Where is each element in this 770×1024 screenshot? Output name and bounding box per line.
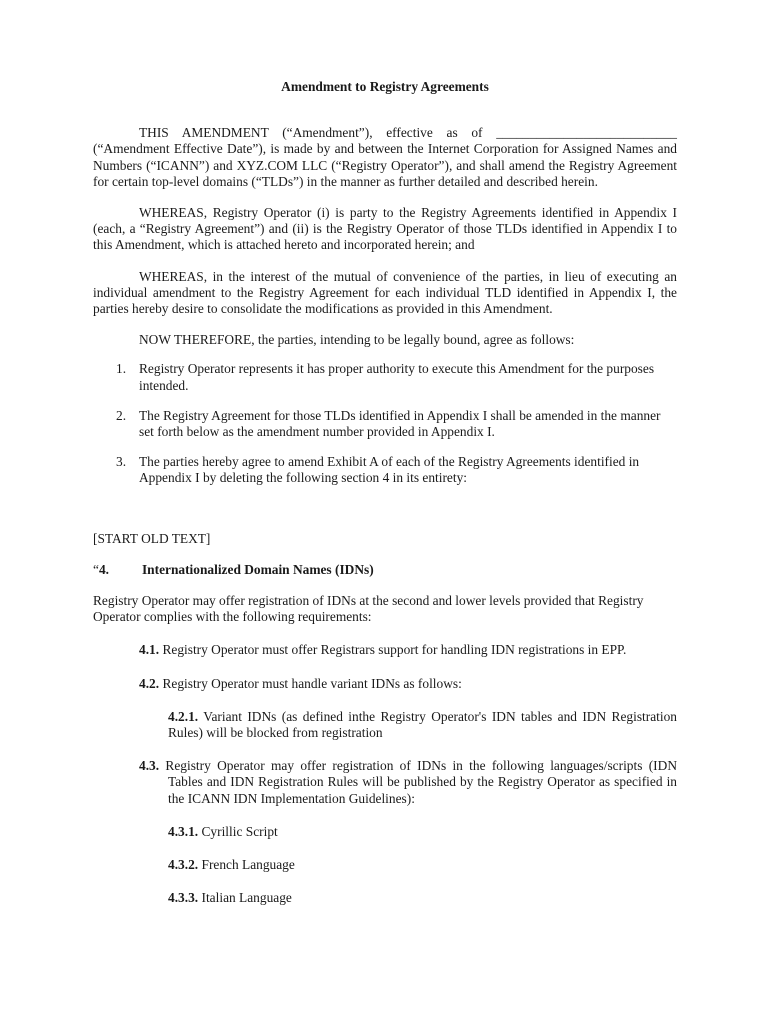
list-item <box>93 408 677 440</box>
section-title: Internationalized Domain Names (IDNs) <box>141 561 374 577</box>
clause-text: Italian Language <box>201 890 292 906</box>
clause-text: Cyrillic Script <box>201 823 278 839</box>
whereas-paragraph-1: WHEREAS, Registry Operator (i) is party to the Registry Agreements identified in Appendix I (each, a “Registry Agreement”) and (ii) is the Registry Operator of those TLDs identified in Appendix I to this Amendment, which is attached hereto and incorporated herein; and <box>93 205 677 253</box>
clause-number: 4.2. <box>139 675 160 691</box>
numbered-list <box>93 361 677 486</box>
clause-text: Registry Operator must handle variant IDNs as follows: <box>162 675 462 691</box>
section-heading <box>93 562 677 578</box>
list-item-number: 3. <box>116 454 127 470</box>
clause-4-3-2 <box>93 857 677 873</box>
opening-quote: “ <box>93 561 99 577</box>
list-item-text: Registry Operator represents it has proper authority to execute this Amendment for the purposes intended. <box>139 361 655 393</box>
list-item <box>93 361 677 393</box>
section-number: 4. <box>98 561 109 577</box>
list-item <box>93 454 677 486</box>
clause-number: 4.3.2. <box>168 857 199 873</box>
clause-4-3-1 <box>93 824 677 840</box>
clause-4-1 <box>93 642 677 658</box>
clause-number: 4.1. <box>139 642 160 658</box>
whereas-paragraph-2: WHEREAS, in the interest of the mutual of convenience of the parties, in lieu of executing an individual amendment to the Registry Agreement for each individual TLD identified in Appendix I, the parties hereby desire to consolidate the modifications as provided in this Amendment. <box>93 268 677 317</box>
clause-text: French Language <box>201 857 295 873</box>
clause-text: Variant IDNs (as defined inthe Registry Operator's IDN tables and IDN Registration Rules) will be blocked from registration <box>168 708 677 741</box>
old-text-marker: [START OLD TEXT] <box>93 530 211 546</box>
clause-number: 4.3. <box>139 758 160 774</box>
list-item-text: The Registry Agreement for those TLDs identified in Appendix I shall be amended in the manner set forth below as the amendment number provided in Appendix I. <box>139 407 661 440</box>
clause-4-3 <box>93 758 677 807</box>
clause-number: 4.3.3. <box>168 890 199 906</box>
document-body <box>93 79 677 907</box>
list-item-text: The parties hereby agree to amend Exhibit A of each of the Registry Agreements identified in Appendix I by deleting the following section 4 in its entirety: <box>139 454 640 486</box>
clause-number: 4.2.1. <box>168 708 199 724</box>
intro-paragraph: THIS AMENDMENT (“Amendment”), effective as of ___________________________ (“Amendment Effective Date”), is made by and between the Internet Corporation for Assigned Names and Numbers (“ICANN”) and XYZ.COM LLC (“Registry Operator”), and shall amend the Registry Agreement for certain top-level domains (“TLDs”) in the manner as further detailed and described herein. <box>93 125 677 189</box>
clause-4-3-3 <box>93 890 677 906</box>
list-item-number: 1. <box>116 361 127 377</box>
clause-4-2 <box>93 676 677 692</box>
now-therefore-paragraph: NOW THEREFORE, the parties, intending to be legally bound, agree as follows: <box>139 332 575 348</box>
list-item-number: 2. <box>116 407 127 423</box>
clause-4-2-1 <box>93 709 677 741</box>
document-title: Amendment to Registry Agreements <box>281 79 489 94</box>
clause-number: 4.3.1. <box>168 823 199 839</box>
section-intro: Registry Operator may offer registration of IDNs at the second and lower levels provided that Registry Operator complies with the following requirements: <box>93 593 644 625</box>
clause-text: Registry Operator may offer registration of IDNs in the following languages/scripts (IDN Tables and IDN Registration Rules will be published by the Registry Operator as specified in the ICANN IDN Implementation Guidelines): <box>165 758 677 806</box>
clause-text: Registry Operator must offer Registrars support for handling IDN registrations in EPP. <box>162 642 627 658</box>
